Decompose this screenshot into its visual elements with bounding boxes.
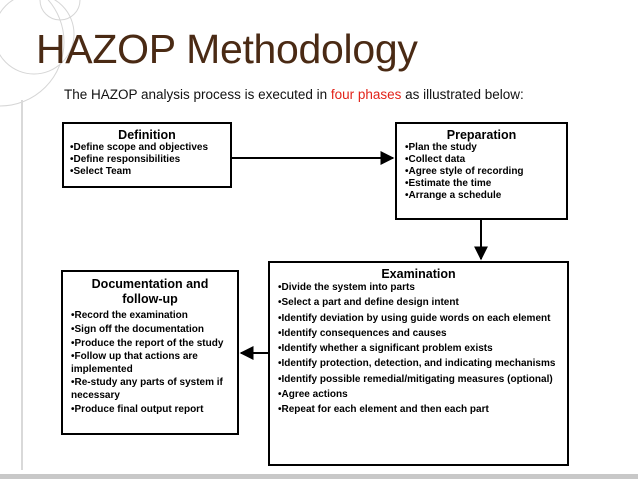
- preparation-title: Preparation: [446, 128, 517, 142]
- list-item: • Sign off the documentation: [71, 324, 229, 336]
- preparation-box: [395, 122, 568, 220]
- list-item: • Repeat for each element and then each part: [278, 404, 559, 417]
- definition-box: [62, 122, 232, 188]
- list-item: • Collect data: [405, 154, 558, 166]
- list-item: • Estimate the time: [405, 178, 558, 190]
- list-item: • Agree actions: [278, 389, 559, 402]
- list-item: • Record the examination: [71, 310, 229, 322]
- preparation-list: [405, 142, 558, 202]
- list-item: • Arrange a schedule: [405, 190, 558, 202]
- examination-list: [278, 282, 559, 417]
- intro-text-end: as illustrated below:: [401, 87, 524, 102]
- list-item: • Define responsibilities: [70, 154, 224, 166]
- documentation-title: Documentation and follow-up: [91, 277, 209, 306]
- list-item: • Divide the system into parts: [278, 282, 559, 295]
- list-item: • Select Team: [70, 166, 224, 178]
- intro-text: [64, 87, 584, 103]
- examination-title: Examination: [381, 267, 456, 281]
- list-item: • Produce the report of the study: [71, 338, 229, 350]
- list-item: • Identify whether a significant problem exists: [278, 343, 559, 356]
- page-title: HAZOP Methodology: [36, 26, 418, 72]
- list-item: • Identify consequences and causes: [278, 328, 559, 341]
- list-item: • Re-study any parts of system if necessary: [71, 377, 229, 402]
- definition-title: Definition: [118, 128, 176, 142]
- list-item: • Agree style of recording: [405, 166, 558, 178]
- intro-highlight: four phases: [330, 87, 402, 102]
- list-item: • Identify deviation by using guide words on each element: [278, 313, 559, 326]
- documentation-list: [71, 310, 229, 416]
- decor-ring-3: [40, 0, 80, 20]
- documentation-box: [61, 270, 239, 435]
- definition-list: [70, 142, 224, 178]
- list-item: • Identify protection, detection, and indicating mechanisms: [278, 358, 559, 371]
- list-item: • Select a part and define design intent: [278, 297, 559, 310]
- intro-text-start: The HAZOP analysis process is executed in: [64, 87, 331, 102]
- list-item: • Follow up that actions are implemented: [71, 351, 229, 376]
- list-item: • Produce final output report: [71, 404, 229, 416]
- list-item: • Identify possible remedial/mitigating measures (optional): [278, 374, 559, 387]
- list-item: • Plan the study: [405, 142, 558, 154]
- bottom-bar: [0, 474, 638, 479]
- list-item: • Define scope and objectives: [70, 142, 224, 154]
- examination-box: [268, 261, 569, 466]
